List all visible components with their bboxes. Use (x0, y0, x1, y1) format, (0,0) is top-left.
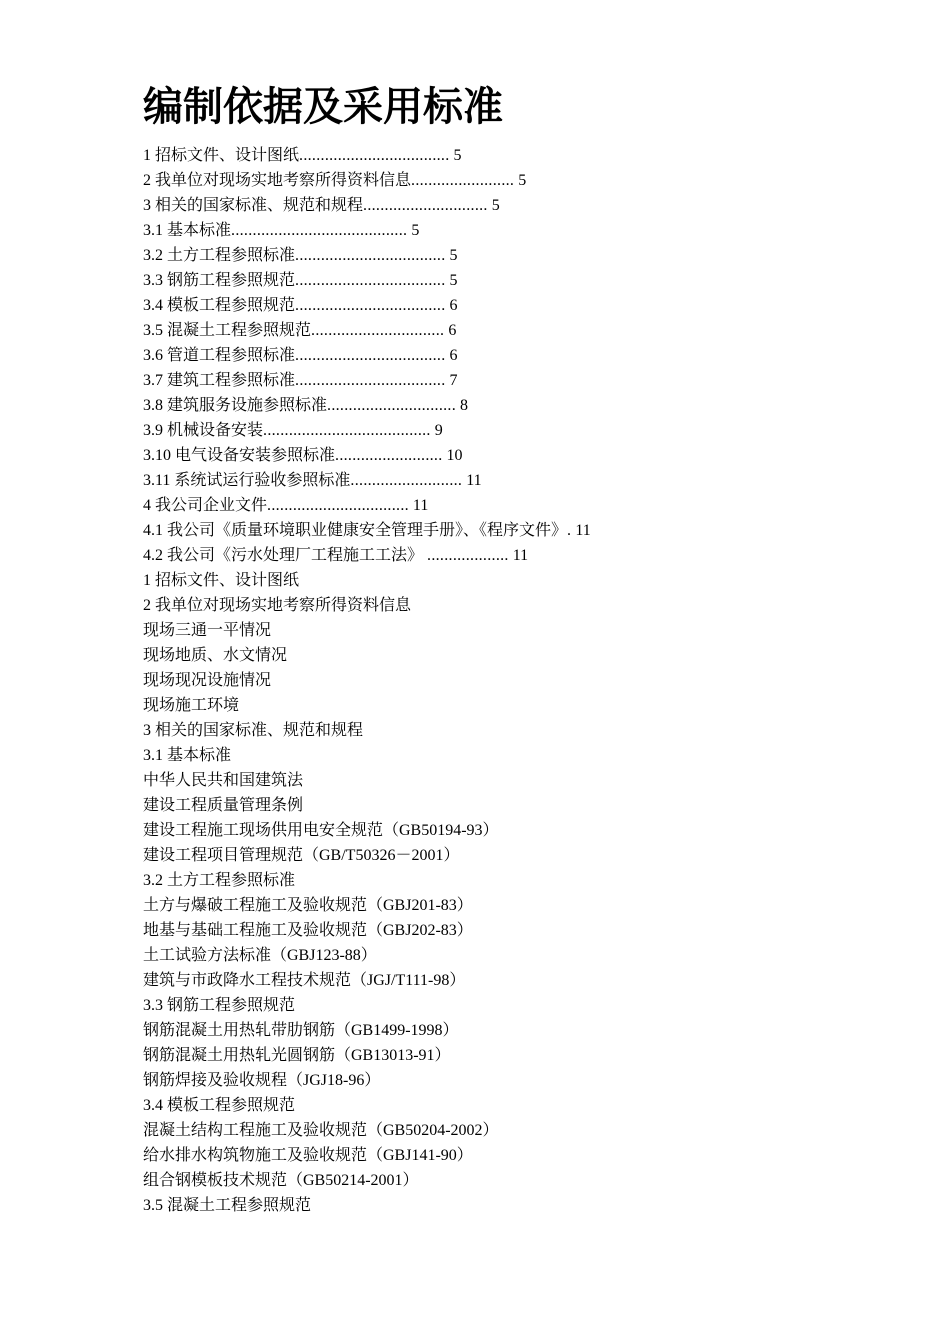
toc-entry (143, 368, 850, 393)
toc-entry (143, 468, 850, 493)
toc-entry (143, 518, 850, 543)
toc-entry (143, 493, 850, 518)
toc-dot-leader: ................................... (295, 297, 446, 314)
body-line: 建设工程施工现场供用电安全规范（GB50194-93） (143, 822, 499, 839)
toc-entry-label: 3.3 钢筋工程参照规范 (143, 272, 296, 289)
body-line: 3.5 混凝土工程参照规范 (143, 1197, 312, 1214)
body-line: 土方与爆破工程施工及验收规范（GBJ201-83） (143, 897, 473, 914)
toc-page-number: 7 (445, 372, 458, 389)
toc-entry-label: 3.8 建筑服务设施参照标准 (143, 397, 328, 414)
toc-entry-label: 4 我公司企业文件 (143, 497, 268, 514)
toc-dot-leader: ................................... (295, 347, 446, 364)
body-line: 钢筋混凝土用热轧光圆钢筋（GB13013-91） (143, 1047, 451, 1064)
body-line: 3.3 钢筋工程参照规范 (143, 997, 296, 1014)
body-line: 给水排水构筑物施工及验收规范（GBJ141-90） (143, 1147, 473, 1164)
toc-page-number: 5 (514, 172, 527, 189)
toc-entry (143, 393, 850, 418)
body-line: 3.1 基本标准 (143, 747, 232, 764)
toc-entry (143, 243, 850, 268)
toc-entry (143, 343, 850, 368)
toc-page-number: 11 (571, 522, 591, 539)
toc-entry-label: 3.2 土方工程参照标准 (143, 247, 296, 264)
toc-entry (143, 168, 850, 193)
body-line: 钢筋混凝土用热轧带肋钢筋（GB1499-1998） (143, 1022, 459, 1039)
toc-entry (143, 443, 850, 468)
document-body (143, 568, 850, 1218)
toc-page-number: 5 (449, 147, 462, 164)
toc-page-number: 6 (445, 347, 458, 364)
body-line: 现场施工环境 (143, 697, 240, 714)
toc-dot-leader: ......................................... (231, 222, 408, 239)
body-line: 3.2 土方工程参照标准 (143, 872, 296, 889)
toc-entry-label: 3.7 建筑工程参照标准 (143, 372, 296, 389)
body-line: 混凝土结构工程施工及验收规范（GB50204-2002） (143, 1122, 499, 1139)
toc-entry-label: 3 相关的国家标准、规范和规程 (143, 197, 364, 214)
body-line: 3 相关的国家标准、规范和规程 (143, 722, 364, 739)
toc-page-number: 11 (462, 472, 482, 489)
toc-entry-label: 3.9 机械设备安装 (143, 422, 264, 439)
toc-entry-label: 3.4 模板工程参照规范 (143, 297, 296, 314)
body-line: 建筑与市政降水工程技术规范（JGJ/T111-98） (143, 972, 466, 989)
body-line: 2 我单位对现场实地考察所得资料信息 (143, 597, 412, 614)
body-line: 3.4 模板工程参照规范 (143, 1097, 296, 1114)
toc-dot-leader: ............................. (363, 197, 488, 214)
body-line: 1 招标文件、设计图纸 (143, 572, 300, 589)
toc-dot-leader: .......................... (350, 472, 463, 489)
body-line: 现场三通一平情况 (143, 622, 272, 639)
table-of-contents (143, 143, 850, 568)
document-title: 编制依据及采用标准 (143, 84, 503, 129)
toc-page-number: 6 (445, 297, 458, 314)
body-line: 土工试验方法标准（GBJ123-88） (143, 947, 377, 964)
toc-entry (143, 318, 850, 343)
body-line: 中华人民共和国建筑法 (143, 772, 304, 789)
body-line: 组合钢模板技术规范（GB50214-2001） (143, 1172, 419, 1189)
toc-dot-leader: . (567, 522, 572, 539)
toc-entry-label: 3.11 系统试运行验收参照标准 (143, 472, 351, 489)
toc-entry (143, 293, 850, 318)
toc-dot-leader: ........................ (411, 172, 515, 189)
toc-dot-leader: ................................... (295, 372, 446, 389)
toc-dot-leader: ................................... (299, 147, 450, 164)
toc-dot-leader: ................................... (295, 272, 446, 289)
toc-page-number: 5 (407, 222, 420, 239)
toc-entry-label: 3.10 电气设备安装参照标准 (143, 447, 336, 464)
toc-page-number: 6 (444, 322, 457, 339)
toc-page-number: 5 (445, 247, 458, 264)
toc-entry-label: 1 招标文件、设计图纸 (143, 147, 300, 164)
toc-dot-leader: ............................... (311, 322, 445, 339)
body-line: 钢筋焊接及验收规程（JGJ18-96） (143, 1072, 381, 1089)
toc-entry (143, 418, 850, 443)
toc-page-number: 11 (408, 497, 429, 514)
body-line: 建设工程质量管理条例 (143, 797, 304, 814)
toc-entry (143, 143, 850, 168)
toc-entry (143, 268, 850, 293)
toc-dot-leader: ....................................... (263, 422, 431, 439)
toc-entry-label: 4.1 我公司《质量环境职业健康安全管理手册》、《程序文件》 (143, 522, 568, 539)
toc-dot-leader: ................................... (295, 247, 446, 264)
body-line: 建设工程项目管理规范（GB/T50326－2001） (143, 847, 460, 864)
toc-page-number: 10 (442, 447, 463, 464)
toc-dot-leader: ................................. (267, 497, 409, 514)
body-line: 地基与基础工程施工及验收规范（GBJ202-83） (143, 922, 473, 939)
toc-entry (143, 193, 850, 218)
toc-entry-label: 2 我单位对现场实地考察所得资料信息 (143, 172, 412, 189)
body-line: 现场现况设施情况 (143, 672, 272, 689)
toc-dot-leader: ......................... (335, 447, 443, 464)
toc-entry-label: 3.6 管道工程参照标准 (143, 347, 296, 364)
toc-entry-label: 4.2 我公司《污水处理厂工程施工工法》 (143, 547, 428, 564)
toc-page-number: 5 (445, 272, 458, 289)
toc-page-number: 5 (487, 197, 500, 214)
toc-entry (143, 543, 850, 568)
toc-page-number: 9 (430, 422, 443, 439)
body-line: 现场地质、水文情况 (143, 647, 288, 664)
toc-entry (143, 218, 850, 243)
toc-page-number: 11 (508, 547, 529, 564)
toc-entry-label: 3.1 基本标准 (143, 222, 232, 239)
toc-page-number: 8 (456, 397, 469, 414)
toc-dot-leader: ................... (427, 547, 509, 564)
toc-entry-label: 3.5 混凝土工程参照规范 (143, 322, 312, 339)
toc-dot-leader: .............................. (327, 397, 457, 414)
